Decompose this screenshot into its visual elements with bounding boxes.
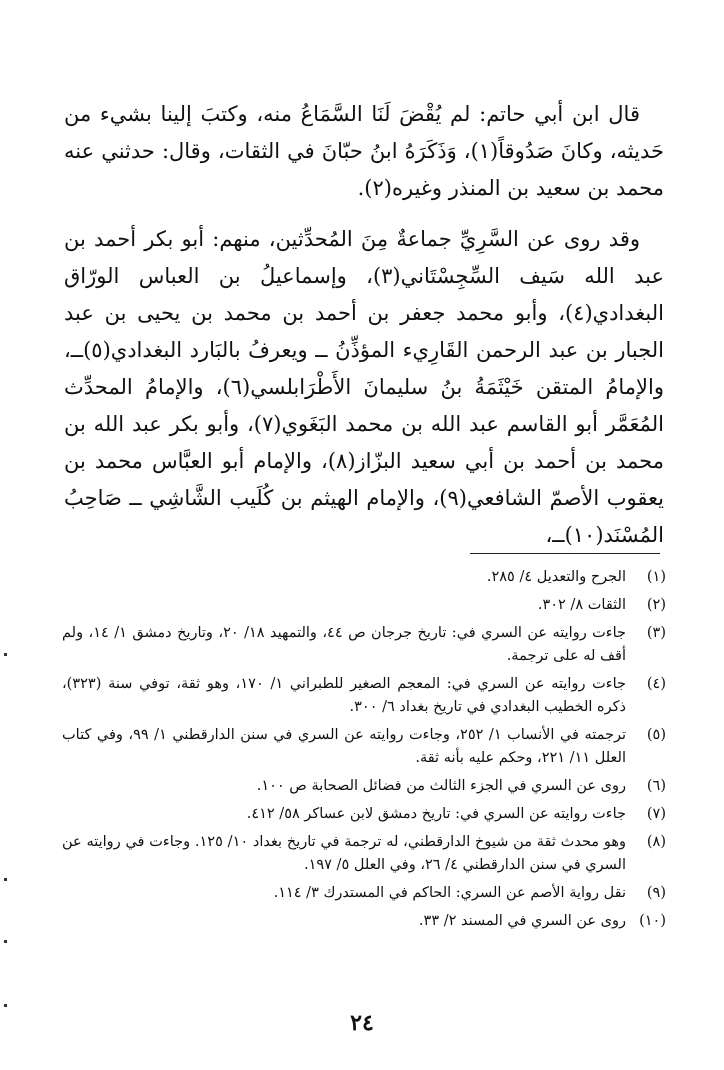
footnote <box>62 594 666 617</box>
footnote-text: جاءت روايته عن السري في: المعجم الصغير للطبراني ١/ ١٧٠، وهو ثقة، توفي سنة (٣٢٣)، ذكره الخطيب البغدادي في تاريخ بغداد ٦/ ٣٠٠. <box>62 676 626 715</box>
footnote-number: (٨) <box>646 834 666 850</box>
footnote-number: (٣) <box>646 625 666 641</box>
footnote-separator <box>470 553 660 554</box>
footnote-text: روى عن السري في الجزء الثالث من فضائل الصحابة ص ١٠٠. <box>256 778 626 794</box>
footnote-number: (١٠) <box>639 913 666 929</box>
page-number: ٢٤ <box>350 1010 374 1036</box>
footnote-text: جاءت روايته عن السري في: تاريخ جرجان ص ٤٤، والتمهيد ١٨/ ٢٠، وتاريخ دمشق ١/ ١٤، ولم أقف له على ترجمة. <box>62 625 627 664</box>
footnote <box>62 910 666 933</box>
scan-mark <box>4 653 7 656</box>
footnote-text: الثقات ٨/ ٣٠٢. <box>537 597 626 613</box>
footnote <box>62 673 666 719</box>
footnote <box>62 566 666 589</box>
footnote-number: (٥) <box>646 727 666 743</box>
footnote <box>62 622 666 668</box>
footnote-number: (٤) <box>646 676 666 692</box>
main-text <box>64 96 664 554</box>
scan-mark <box>4 1004 7 1007</box>
footnote-text: روى عن السري في المسند ٢/ ٣٣. <box>418 913 626 929</box>
footnote-text: نقل رواية الأصم عن السري: الحاكم في المستدرك ٣/ ١١٤. <box>273 885 626 901</box>
footnote <box>62 831 666 877</box>
footnote-text: جاءت روايته عن السري في: تاريخ دمشق لابن عساكر ٥٨/ ٤١٢. <box>246 806 626 822</box>
footnotes-list <box>62 566 666 938</box>
footnote-text: ترجمته في الأنساب ١/ ٢٥٢، وجاءت روايته عن السري في سنن الدارقطني ١/ ٩٩، وفي كتاب العلل ١١/ ٢٢١، وحكم عليه بأنه ثقة. <box>62 727 627 766</box>
footnote <box>62 775 666 798</box>
paragraph-1: قال ابن أبي حاتم: لم يُقْضَ لَنَا السَّمَاعُ منه، وكتبَ إلينا بشيء من حَديثه، وكانَ صَدُوقاً(١)، وَذَكَرَهُ ابنُ حبّانَ في الثقات، وقال: حدثني عنه محمد بن سعيد بن المنذر وغيره(٢). <box>64 102 664 200</box>
footnote <box>62 724 666 770</box>
footnote <box>62 882 666 905</box>
footnote-number: (٩) <box>646 885 666 901</box>
footnote-text: الجرح والتعديل ٤/ ٢٨٥. <box>486 569 626 585</box>
footnote-number: (٦) <box>646 778 666 794</box>
footnote-text: وهو محدث ثقة من شيوخ الدارقطني، له ترجمة في تاريخ بغداد ١٠/ ١٢٥. وجاءت في روايته عن السري في سنن الدارقطني ٤/ ٢٦، وفي العلل ٥/ ١٩٧. <box>62 834 626 873</box>
scan-mark <box>4 940 7 943</box>
footnote-number: (٧) <box>646 806 666 822</box>
footnote <box>62 803 666 826</box>
scan-mark <box>4 878 7 881</box>
footnote-number: (١) <box>646 569 666 585</box>
footnote-number: (٢) <box>646 597 666 613</box>
paragraph-2: وقد روى عن السَّرِيِّ جماعةٌ مِنَ المُحدِّثين، منهم: أبو بكر أحمد بن عبد الله سَيف السِّجِسْتَاني(٣)، وإسماعيلُ بن العباس الورّاق البغدادي(٤)، وأبو محمد جعفر بن أحمد بن محمد بن يحيى بن عبد الجبار بن عبد الرحمن القَارِيء المؤذِّنُ ــ ويعرفُ بالبَارد البغدادي(٥)ــ، والإمامُ المتقن خَيْثَمَةُ بنُ سليمانَ الأَطْرَابلسي(٦)، والإمامُ المحدِّث المُعَمَّر أبو القاسم عبد الله بن محمد البَغَوي(٧)، وأبو بكر عبد الله بن محمد بن أحمد بن أبي سعيد البزّاز(٨)، والإمام أبو العبَّاس محمد بن يعقوب الأصمّ الشافعي(٩)، والإمام الهيثم بن كُلَيب الشَّاشِي ــ صَاحِبُ المُسْنَد(١٠)ــ، <box>64 227 664 547</box>
